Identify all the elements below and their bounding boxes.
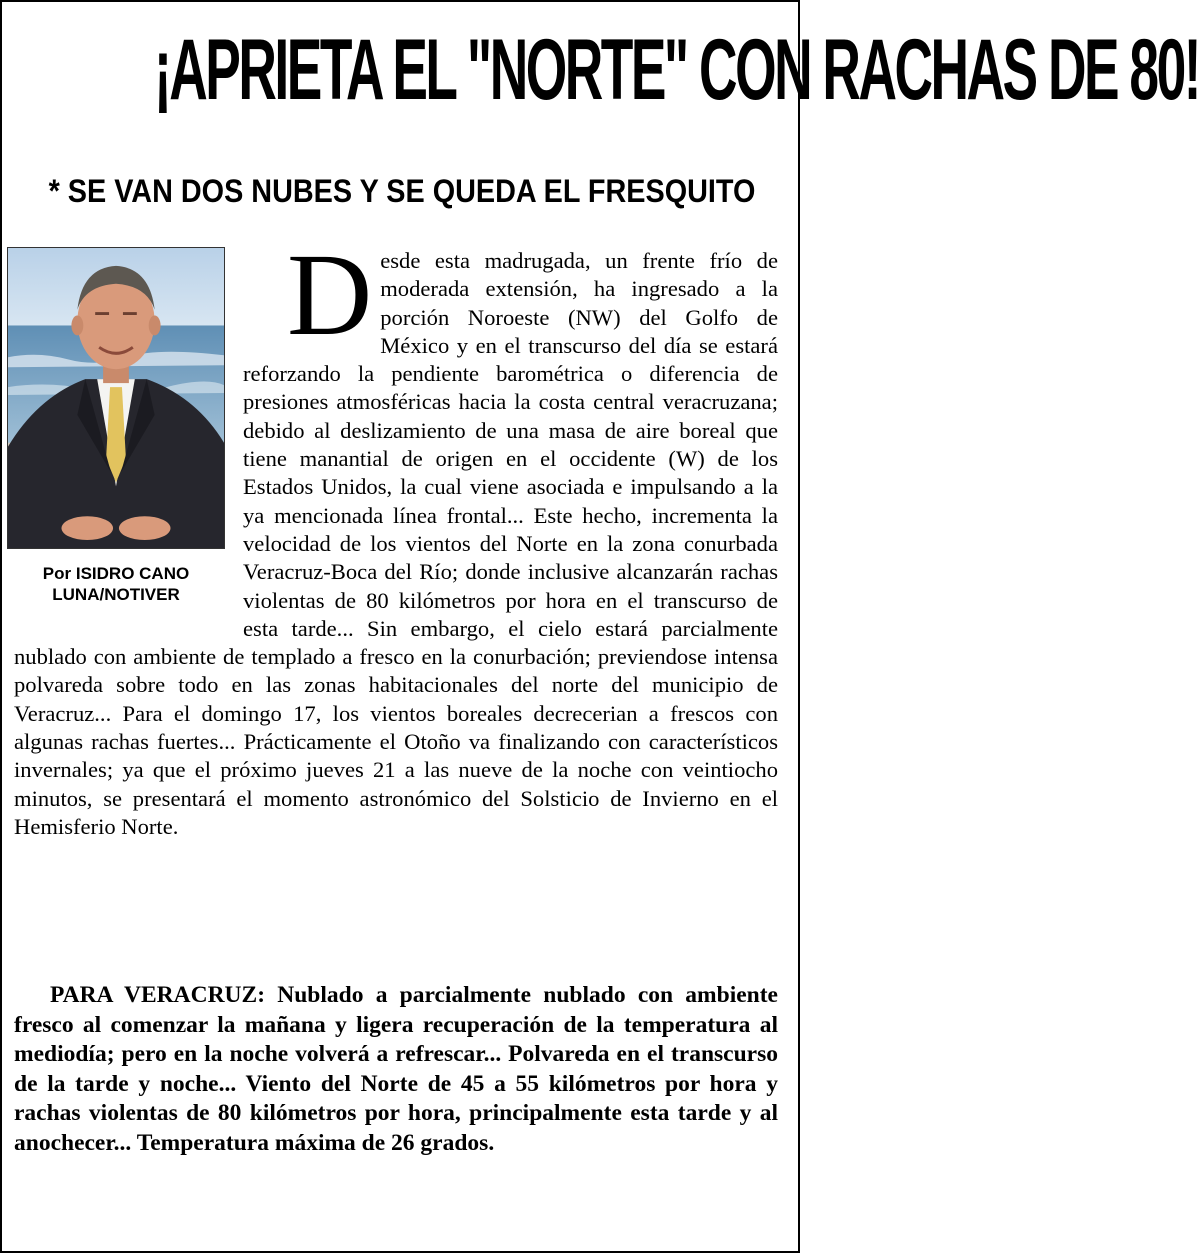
- article-body: [14, 229, 778, 841]
- subheadline: * SE VAN DOS NUBES Y SE QUEDA EL FRESQUITO: [48, 173, 756, 209]
- byline-author: Por ISIDRO CANO: [42, 564, 190, 583]
- drop-cap: D: [287, 229, 373, 360]
- forecast-paragraph: PARA VERACRUZ: Nublado a parcialmente nublado con ambiente fresco al comenzar la mañana y ligera recuperación de la temperatura al mediodía; pero en la noche volverá a refrescar... Polvareda en el transcurso de la tarde y noche... Viento del Norte de 45 a 55 kilómetros por hora y rachas violentas de 80 kilómetros por hora, principalmente esta tarde y al anochecer... Temperatura máxima de 26 grados.: [14, 982, 778, 1156]
- article-body-text: esde esta madrugada, un frente frío de moderada extensión, ha ingresado a la porción Noroeste (NW) del Golfo de México y en el transcurso del día se estará reforzando la pendiente barométrica o diferencia de presiones atmosféricas hacia la costa central veracruzana; debido al deslizamiento de una masa de aire boreal que tiene manantial de origen en el occidente (W) de los Estados Unidos, la cual viene asociada e impulsando a la ya mencionada línea frontal... Este hecho, incrementa la velocidad de los vientos del Norte en la zona conurbada Veracruz-Boca del Río; donde inclusive alcanzarán rachas violentas de 80 kilómetros por hora en el transcurso de esta tarde... Sin embargo, el cielo estará parcialmente nublado con ambiente de templado a fresco en la conurbación; previendose intensa polvareda sobre todo en las zonas habitacionales del norte del municipio de Veracruz... Para el domingo 17, los vientos boreales decrecerian a frescos con algunas rachas fuertes... Prácticamente el Otoño va finalizando con característicos invernales; ya que el próximo jueves 21 a las nueve de la noche con veintiocho minutos, se presentará el momento astronómico del Solsticio de Invierno en el Hemisferio Norte.: [14, 248, 778, 839]
- byline-source: LUNA/NOTIVER: [52, 585, 180, 604]
- headline: ¡APRIETA EL "NORTE" CON RACHAS DE 80!: [154, 22, 1199, 118]
- photo-spacer: [14, 247, 243, 643]
